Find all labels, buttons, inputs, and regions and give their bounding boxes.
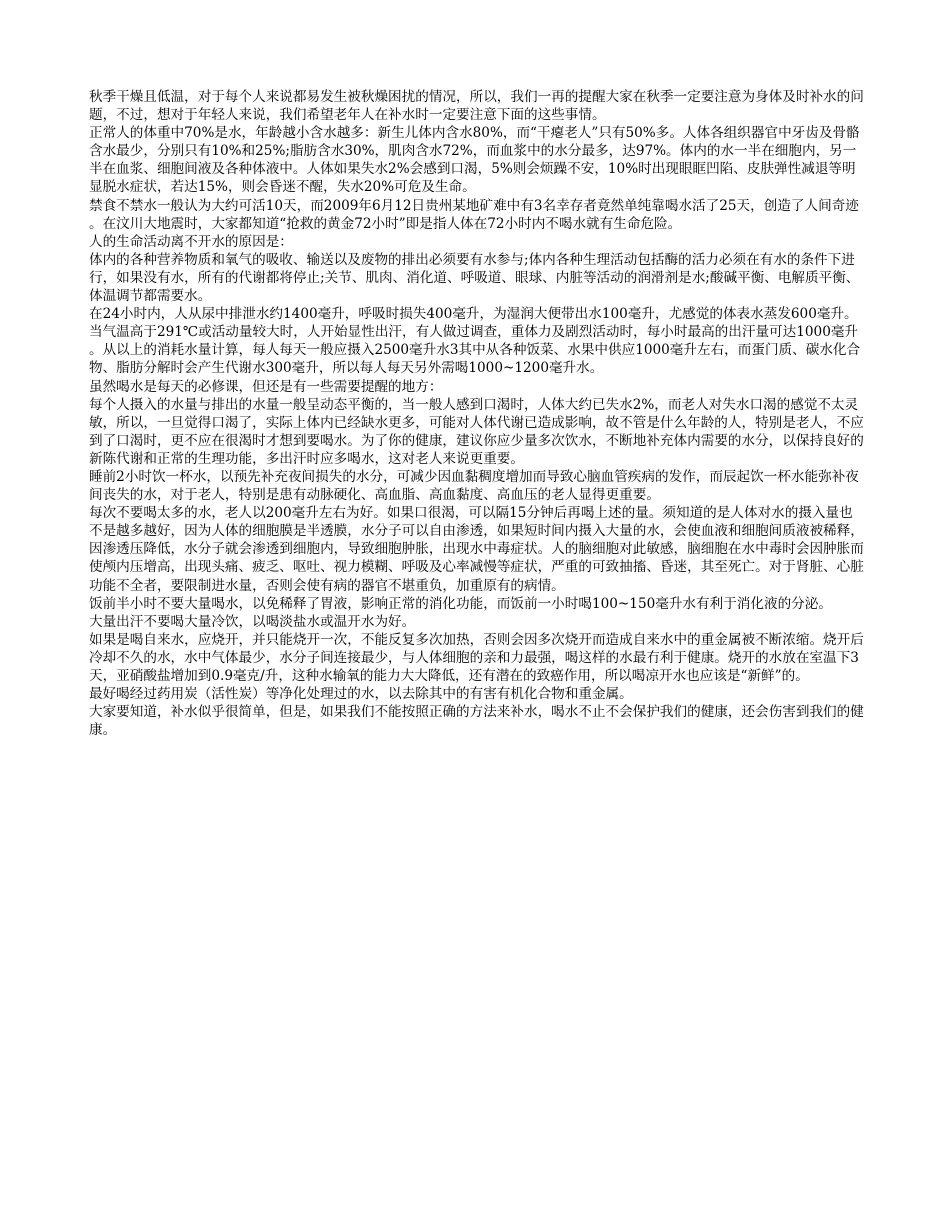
document-body [89,88,864,739]
paragraph-daily-water-balance: 在24小时内，人从尿中排泄水约1400毫升，呼吸时损失400毫升，为湿润大便带出水100毫升，尤感觉的体表水蒸发600毫升。当气温高于291℃或活动量较大时，人开始显性出汗，有人做过调查，重体力及剧烈活动时，每小时最高的出汗量可达1000毫升。从以上的消耗水量计算，每人每天一般应摄入2500毫升水3其中从各种饭菜、水果中供应1000毫升左右，而蛋门质、碳水化合物、脂肪分解时会产生代谢水300毫升，所以每人每天另外需喝1000~1200毫升水。 [89,306,861,377]
paragraph-reminders-heading: 虽然喝水是每天的必修课，但还是有一些需要提醒的地方： [89,378,443,395]
paragraph-amount-per-drink: 每次不要喝太多的水，老人以200毫升左右为好。如果口很渴，可以隔15分钟后再喝上述的量。须知道的是人体对水的摄入量也不是越多越好，因为人体的细胞膜是半透膜，水分子可以自由渗透，如果短时间内摄入大量的水，会使血液和细胞间质液被稀释，因渗透压降低，水分子就会渗透到细胞内，导致细胞肿胀，出现水中毒症状。人的脑细胞对此敏感，脑细胞在水中毒时会因肿胀而使颅内压增高，出现头痛、疲乏、呕吐、视力模糊、呼吸及心率减慢等症状，严重的可致抽搐、昏迷，其至死亡。对于肾脏、心脏功能不全者，要限制进水量，否则会使有病的器官不堪重负，加重原有的病情。 [89,505,864,594]
paragraph-reasons: 体内的各种营养物质和氧气的吸收、输送以及废物的排出必须要有水参与;体内各种生理活动包括酶的活力必须在有水的条件下进行，如果没有水，所有的代谢都将停止;关节、肌肉、消化道、呼吸道、眼球、内脏等活动的润滑剂是水;酸碱平衡、电解质平衡、体温调节都需要水。 [89,251,860,305]
paragraph-bedtime-morning-water: 睡前2小时饮一杯水，以预先补充夜间损失的水分，可减少因血黏稠度增加而导致心脑血管疾病的发作，而辰起饮一杯水能弥补夜间丧失的水，对于老人，特别是患有动脉硬化、高血脂、高血黏度、高血压的老人显得更重要。 [89,468,859,504]
paragraph-intro: 秋季干燥且低温，对于每个人来说都易发生被秋燥困扰的情况，所以，我们一再的提醒大家在秋季一定要注意为身体及时补水的问题，不过，想对于年轻人来说，我们希望老年人在补水时一定要注意下面的这些事情。 [89,89,864,124]
paragraph-boiled-tap-water: 如果是喝自来水，应烧开，并只能烧开一次，不能反复多次加热，否则会因多次烧开而造成自来水中的重金属被不断浓缩。烧开后冷却不久的水，水中气体最少，水分子间连接最少，与人体细胞的亲和力最强，喝这样的水最冇利于健康。烧开的水放在室温下3天，亚硝酸盐增加到0.9毫克/升，这种水输氧的能力大大降低，还有潜在的致癌作用，所以喝凉开水也应该是“新鲜”的。 [89,631,864,684]
paragraph-reasons-heading: 人的生命活动离不开水的原因是： [89,233,293,250]
paragraph-body-water-content: 正常人的体重中70%是水，年龄越小含水越多：新生儿体内含水80%，而“干瘪老人”只有50%多。人体各组织器官中牙齿及骨骼含水最少，分别只有10%和25%;脂肪含水30%，肌肉含水72%，而血浆中的水分最多，达97%。体内的水一半在细胞内，另一半在血浆、细胞间液及各种体液中。人体如果失水2%会感到口渴，5%则会烦躁不安，10%时出现眼眶凹陷、皮肤弹性减退等明显脱水症状，若达15%，则会昏迷不醒，失水20%可危及生命。 [89,125,860,196]
paragraph-after-sweating: 大量出汗不要喝大量冷饮，以喝淡盐水或温开水为好。 [89,613,416,630]
paragraph-drink-before-thirst: 每个人摄入的水量与排出的水量一般呈动态平衡的，当一般人感到口渴时，人体大约已失水2%，而老人对失水口渴的感觉不太灵敏，所以，一旦觉得口渴了，实际上体内已经缺水更多，可能对人体代谢已造成影响，故不管是什么年龄的人，特别是老人，不应到了口渴时，更不应在很渴时才想到要喝水。为了你的健康，建议你应少量多次饮水，不断地补充体内需要的水分，以保持良好的新陈代谢和正常的生理功能，多出汗时应多喝水，这对老人来说更重要。 [89,396,864,467]
paragraph-conclusion: 大家要知道，补水似乎很简单，但是，如果我们不能按照正确的方法来补水，喝水不止不会保护我们的健康，还会伤害到我们的健康。 [89,704,864,739]
paragraph-filtered-water: 最好喝经过药用炭（活性炭）等净化处理过的水，以去除其中的有害有机化合物和重金属。 [89,686,633,703]
paragraph-survival-without-water: 禁食不禁水一般认为大约可活10天，而2009年6月12日贵州某地矿难中有3名幸存者竟然单纯靠喝水活了25天，创造了人间奇迹。在汶川大地震时，大家都知道“抢救的黄金72小时”即是指人体在72小时内不喝水就有生命危险。 [89,197,859,232]
paragraph-before-meals: 饭前半小时不要大量喝水，以免稀释了胃液，影响正常的消化功能，而饭前一小时喝100~150毫升水有利于消化液的分泌。 [89,595,832,612]
